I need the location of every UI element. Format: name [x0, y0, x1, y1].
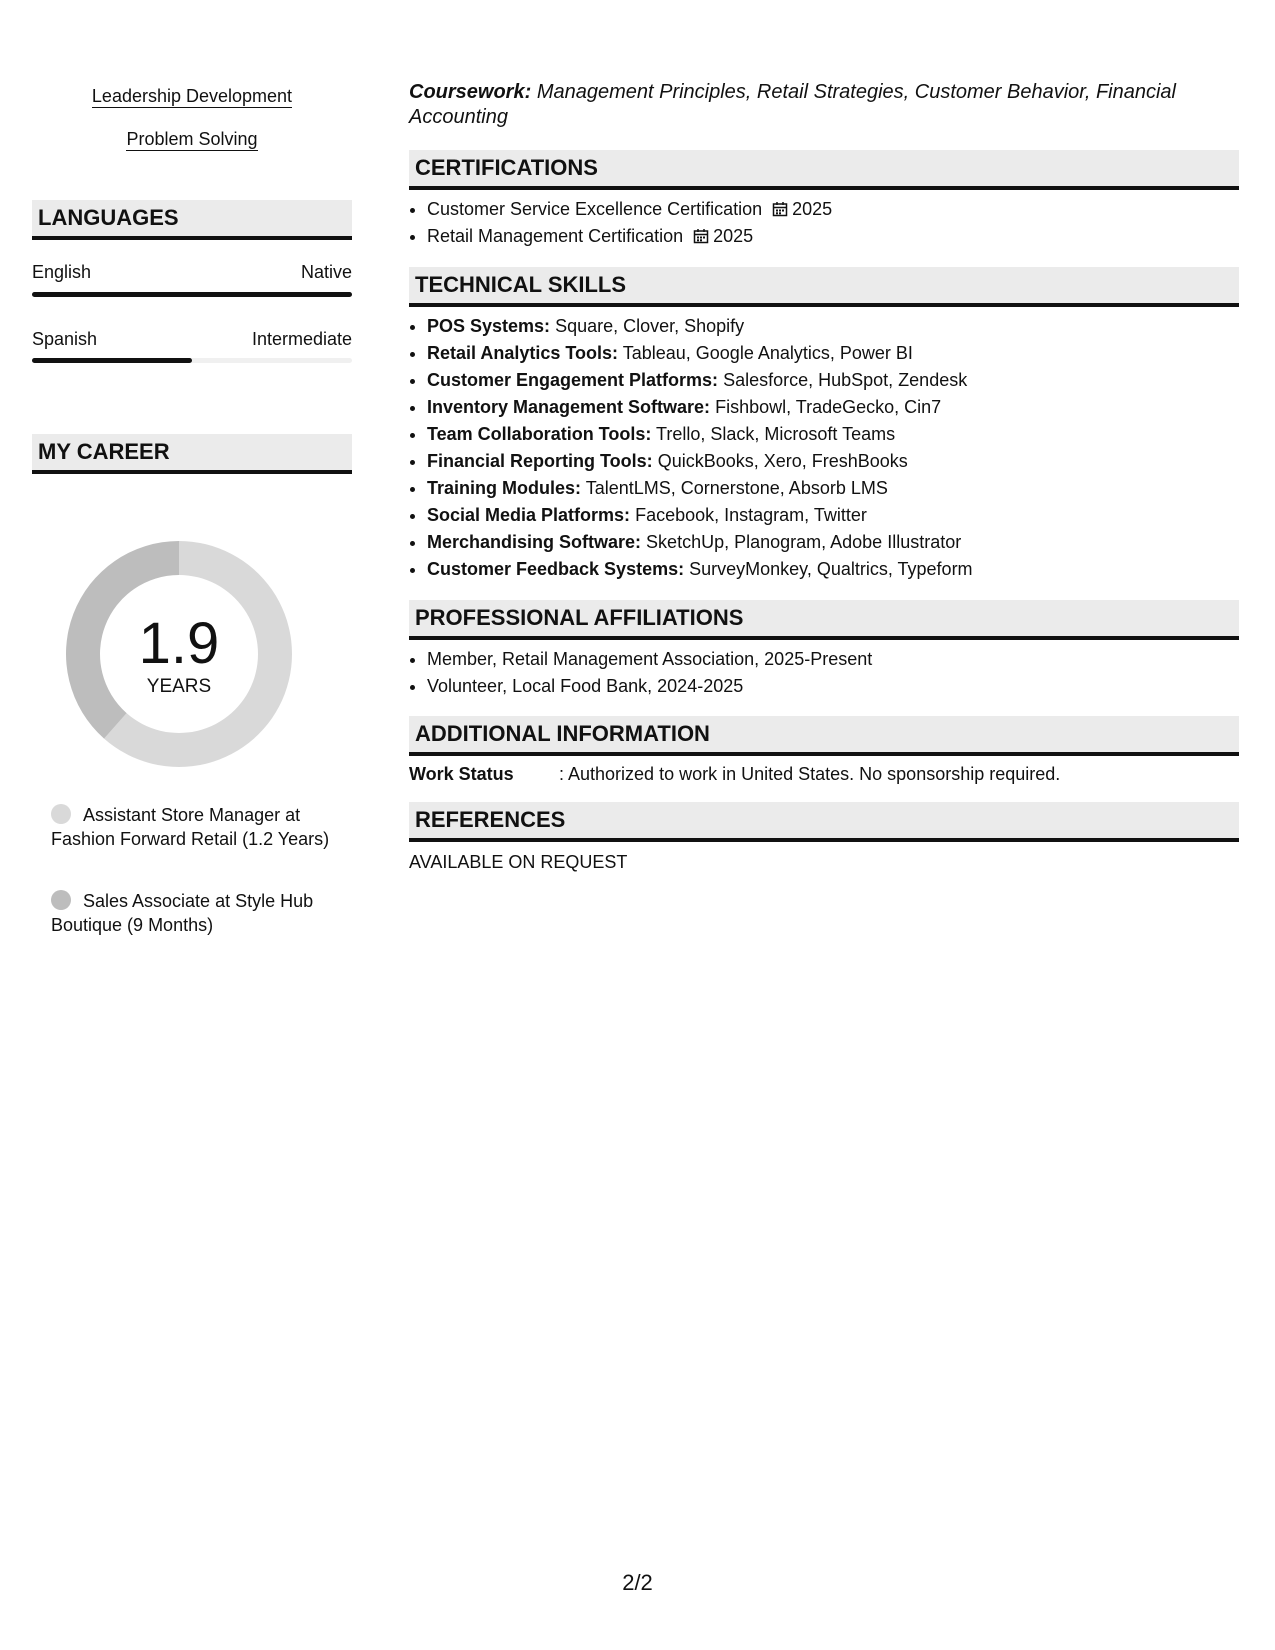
work-status-label: Work Status	[409, 764, 514, 784]
technical-skill-item: • Customer Engagement Platforms: Salesforce, HubSpot, Zendesk	[427, 367, 973, 394]
career-heading: MY CAREER	[32, 434, 352, 474]
skill-tag: Problem Solving	[126, 129, 258, 149]
references-text: AVAILABLE ON REQUEST	[409, 852, 628, 872]
technical-skill-item: • Inventory Management Software: Fishbowl, TradeGecko, Cin7	[427, 394, 973, 421]
technical-skill-item: • Social Media Platforms: Facebook, Instagram, Twitter	[427, 502, 973, 529]
calendar-icon	[693, 228, 709, 244]
language-proficiency-fill	[32, 358, 192, 363]
career-total-value: 1.9	[138, 611, 220, 676]
certifications-list	[409, 196, 832, 250]
coursework-label: Coursework:	[409, 81, 532, 103]
certification-item: • Customer Service Excellence Certification 2025	[427, 196, 832, 223]
certification-year: 2025	[792, 199, 833, 219]
references-heading: REFERENCES	[409, 802, 1239, 842]
affiliations-heading: PROFESSIONAL AFFILIATIONS	[409, 600, 1239, 640]
legend-dot-icon	[51, 804, 71, 824]
technical-skill-item: • Customer Feedback Systems: SurveyMonkey, Qualtrics, Typeform	[427, 556, 973, 583]
work-status-row	[409, 762, 1239, 786]
technical-skills-list	[409, 313, 973, 583]
technical-skill-item: • Merchandising Software: SketchUp, Planogram, Adobe Illustrator	[427, 529, 973, 556]
technical-skill-item: • Training Modules: TalentLMS, Cornerstone, Absorb LMS	[427, 475, 973, 502]
technical-skill-item: • Financial Reporting Tools: QuickBooks, Xero, FreshBooks	[427, 448, 973, 475]
affiliation-item: • Volunteer, Local Food Bank, 2024-2025	[427, 673, 872, 700]
work-status-value: : Authorized to work in United States. No sponsorship required.	[559, 764, 1061, 784]
career-legend-item: Assistant Store Manager at Fashion Forward Retail (1.2 Years)	[51, 805, 330, 849]
technical-skill-item: • POS Systems: Square, Clover, Shopify	[427, 313, 973, 340]
certification-item: • Retail Management Certification 2025	[427, 223, 832, 250]
affiliations-list	[409, 646, 872, 700]
skill-tag: Leadership Development	[91, 86, 293, 106]
language-proficiency-fill	[32, 292, 352, 297]
calendar-icon	[772, 201, 788, 217]
career-legend-item: Sales Associate at Style Hub Boutique (9 Months)	[51, 891, 314, 935]
additional-info-heading: ADDITIONAL INFORMATION	[409, 716, 1239, 756]
language-proficiency-bar	[32, 292, 352, 297]
career-total-unit: YEARS	[146, 676, 212, 697]
language-name: Spanish	[32, 329, 98, 349]
language-level: Native	[300, 262, 352, 282]
language-level: Intermediate	[251, 329, 352, 349]
coursework-text: Management Principles, Retail Strategies, Customer Behavior, Financial Accounting	[409, 81, 1177, 128]
certifications-heading: CERTIFICATIONS	[409, 150, 1239, 190]
language-proficiency-bar	[32, 358, 352, 363]
technical-skill-item: • Team Collaboration Tools: Trello, Slack, Microsoft Teams	[427, 421, 973, 448]
language-name: English	[32, 262, 92, 282]
certification-year: 2025	[713, 226, 754, 246]
technical-skill-item: • Retail Analytics Tools: Tableau, Google Analytics, Power BI	[427, 340, 973, 367]
coursework	[409, 80, 1239, 130]
affiliation-item: • Member, Retail Management Association, 2025-Present	[427, 646, 872, 673]
page-number: 2/2	[622, 1570, 653, 1595]
legend-dot-icon	[51, 890, 71, 910]
technical-skills-heading: TECHNICAL SKILLS	[409, 267, 1239, 307]
languages-heading: LANGUAGES	[32, 200, 352, 240]
